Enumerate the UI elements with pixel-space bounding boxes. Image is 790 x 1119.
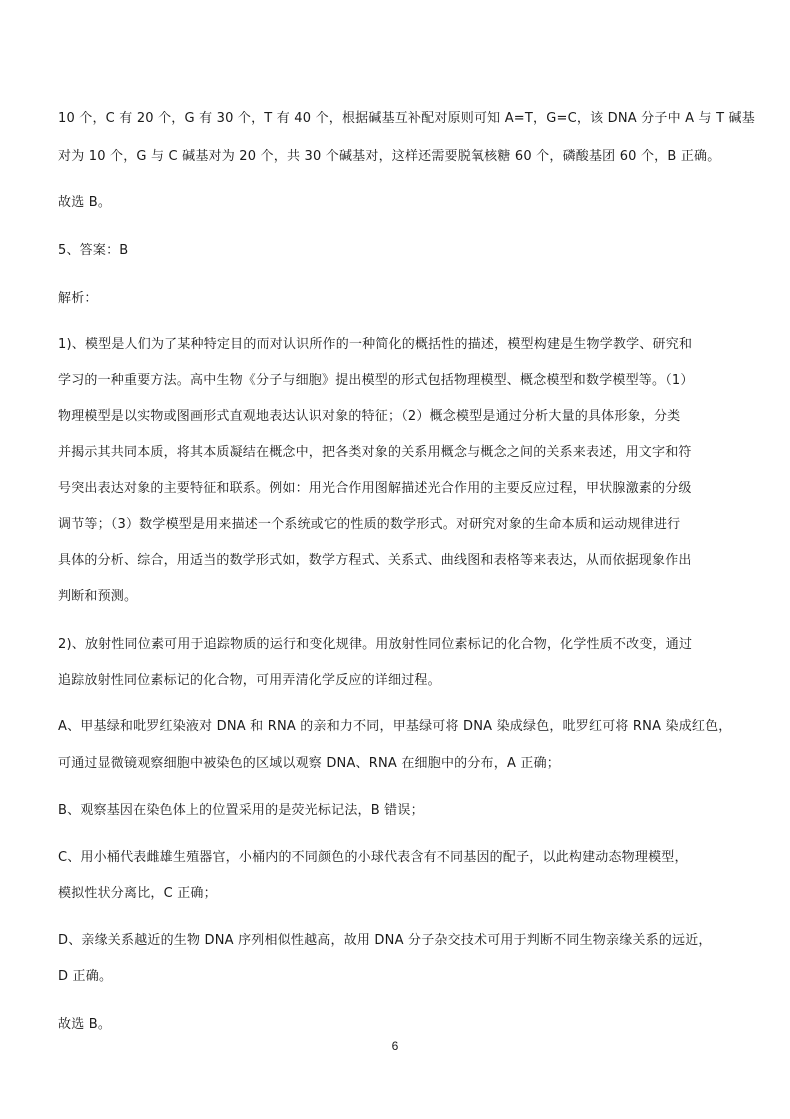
text-line: 可通过显微镜观察细胞中被染色的区域以观察 DNA、RNA 在细胞中的分布，A 正确；: [58, 756, 560, 771]
text-line: 号突出表达对象的主要特征和联系。例如：用光合作用图解描述光合作用的主要反应过程，甲状腺激素的分级: [58, 481, 692, 496]
text-line: 判断和预测。: [58, 589, 138, 604]
text-line: 模拟性状分离比，C 正确；: [58, 886, 217, 901]
text-line: 具体的分析、综合，用适当的数学形式如，数学方程式、关系式、曲线图和表格等来表达，从而依据现象作出: [58, 553, 692, 568]
text-line: 故选 B。: [58, 1017, 112, 1032]
page-number: 6: [391, 1039, 399, 1053]
option-d-line: D、亲缘关系越近的生物 DNA 序列相似性越高，故用 DNA 分子杂交技术可用于判断不同生物亲缘关系的远近，: [58, 933, 712, 948]
text-line: D 正确。: [58, 969, 113, 984]
analysis-heading: 解析：: [58, 291, 98, 306]
text-line: 故选 B。: [58, 195, 112, 210]
option-a-line: A、甲基绿和吡罗红染液对 DNA 和 RNA 的亲和力不同，甲基绿可将 DNA 染成绿色，吡罗红可将 RNA 染成红色，: [58, 719, 732, 734]
question-answer-heading: 5、答案：B: [58, 243, 129, 258]
text-line: 追踪放射性同位素标记的化合物，可用弄清化学反应的详细过程。: [58, 673, 441, 688]
text-line: 10 个，C 有 20 个，G 有 30 个，T 有 40 个，根据碱基互补配对原则可知 A=T，G=C，该 DNA 分子中 A 与 T 碱基: [58, 111, 755, 126]
text-line: 1)、模型是人们为了某种特定目的而对认识所作的一种简化的概括性的描述，模型构建是生物学教学、研究和: [58, 337, 693, 352]
option-b-line: B、观察基因在染色体上的位置采用的是荧光标记法，B 错误；: [58, 803, 424, 818]
text-line: 对为 10 个，G 与 C 碱基对为 20 个，共 30 个碱基对，这样还需要脱氧核糖 60 个，磷酸基团 60 个，B 正确。: [58, 149, 721, 164]
text-line: 物理模型是以实物或图画形式直观地表达认识对象的特征；（2）概念模型是通过分析大量的具体形象，分类: [58, 409, 681, 424]
text-line: 并揭示其共同本质，将其本质凝结在概念中，把各类对象的关系用概念与概念之间的关系来表述，用文字和符: [58, 445, 692, 460]
option-c-line: C、用小桶代表雌雄生殖器官，小桶内的不同颜色的小球代表含有不同基因的配子，以此构建动态物理模型，: [58, 850, 688, 865]
text-line: 2)、放射性同位素可用于追踪物质的运行和变化规律。用放射性同位素标记的化合物，化学性质不改变，通过: [58, 637, 693, 652]
text-line: 调节等；（3）数学模型是用来描述一个系统或它的性质的数学形式。对研究对象的生命本质和运动规律进行: [58, 517, 681, 532]
text-line: 学习的一种重要方法。高中生物《分子与细胞》提出模型的形式包括物理模型、概念模型和数学模型等。（1）: [58, 373, 694, 388]
